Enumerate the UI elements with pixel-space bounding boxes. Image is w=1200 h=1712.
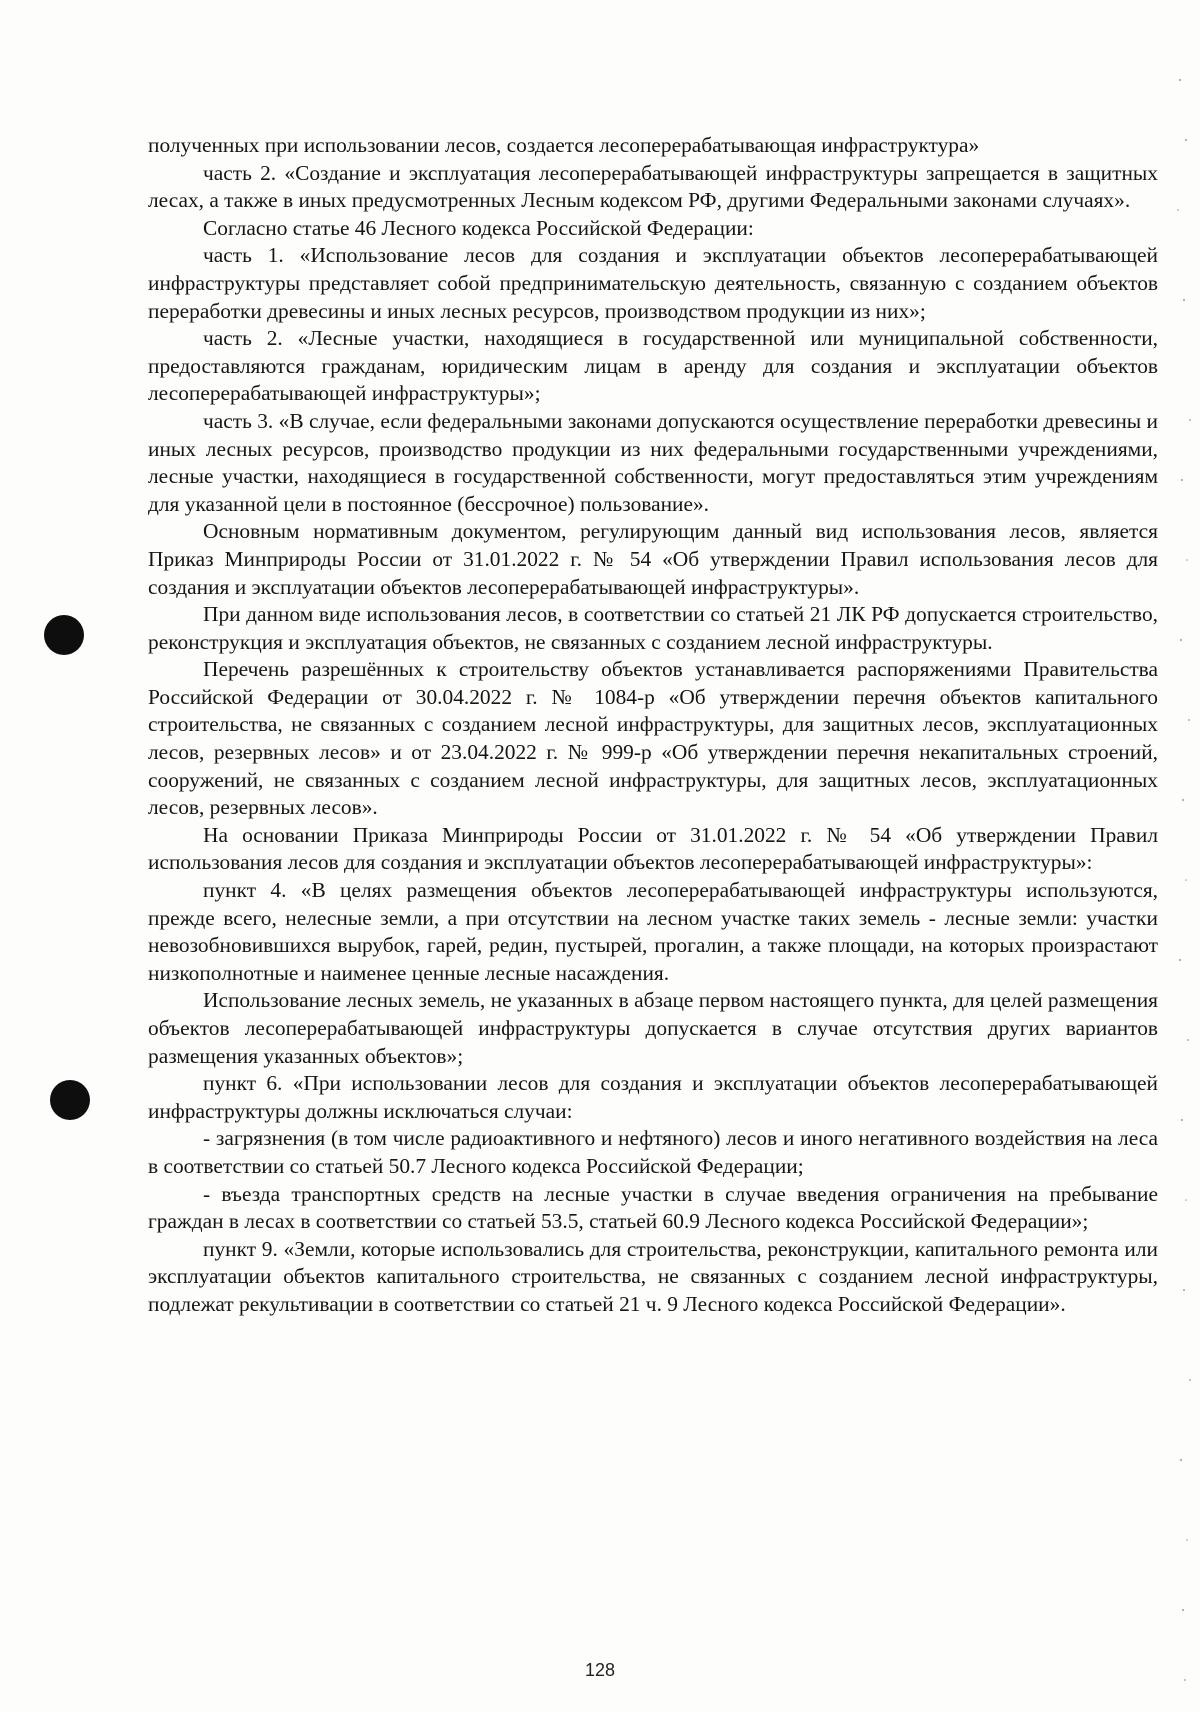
paragraph: полученных при использовании лесов, создается лесоперерабатывающая инфраструктура» [148,133,980,157]
page-number: 128 [584,1660,616,1680]
paragraph: Перечень разрешённых к строительству объектов устанавливается распоряжениями Правительства Российской Федерации от 30.04.2022 г. № 1084-р «Об утверждении перечня объектов капитального строительства, не связанных с созданием лесной инфраструктуры, для защитных лесов, эксплуатационных лесов, резервных лесов» и от 23.04.2022 г. № 999-р «Об утверждении перечня некапитальных строений, сооружений, не связанных с созданием лесной инфраструктуры, для защитных лесов, эксплуатационных лесов, резервных лесов». [148,657,1158,820]
paragraph: Согласно статье 46 Лесного кодекса Российской Федерации: [203,215,754,240]
punch-hole [50,1080,90,1120]
paragraph: При данном виде использования лесов, в соответствии со статьей 21 ЛК РФ допускается строительство, реконструкция и эксплуатация объектов, не связанных с созданием лесной инфраструктуры. [148,602,1158,654]
paragraph: На основании Приказа Минприроды России от 31.01.2022 г. № 54 «Об утверждении Правил использования лесов для создания и эксплуатации объектов лесоперерабатывающей инфраструктуры»: [148,822,1158,875]
paragraph: пункт 4. «В целях размещения объектов лесоперерабатывающей инфраструктуры используются, прежде всего, нелесные земли, а при отсутствии на лесном участке таких земель - лесные земли: участки невозобновившихся вырубок, гарей, редин, пустырей, прогалин, а также площади, на которых произрастают низкополнотные и наименее ценные лесные насаждения. [148,878,1158,985]
punch-hole [44,615,84,655]
paragraph: часть 2. «Создание и эксплуатация лесоперерабатывающей инфраструктуры запрещается в защитных лесах, а также в иных предусмотренных Лесным кодексом РФ, другими Федеральными законами случаях». [148,160,1158,213]
paragraph: Основным нормативным документом, регулирующим данный вид использования лесов, является Приказ Минприроды России от 31.01.2022 г. № 54 «Об утверждении Правил использования лесов для создания и эксплуатации объектов лесоперерабатывающей инфраструктуры». [148,519,1158,599]
paragraph: часть 3. «В случае, если федеральными законами допускаются осуществление переработки древесины и иных лесных ресурсов, производство продукции из них федеральными государственными учреждениями, лесные участки, находящиеся в государственной собственности, могут предоставляться этим учреждениям для указанной цели в постоянное (бессрочное) пользование». [148,408,1158,516]
paragraph: часть 1. «Использование лесов для создания и эксплуатации объектов лесоперерабатывающей инфраструктуры представляет собой предпринимательскую деятельность, связанную с созданием объектов переработки древесины и иных лесных ресурсов, производством продукции из них»; [148,243,1158,323]
paragraph: - въезда транспортных средств на лесные участки в случае введения ограничения на пребывание граждан в лесах в соответствии со статьей 53.5, статьей 60.9 Лесного кодекса Российской Федерации»; [148,1181,1158,1234]
paragraph: часть 2. «Лесные участки, находящиеся в государственной или муниципальной собственности, предоставляются гражданам, юридическим лицам в аренду для создания и эксплуатации объектов лесоперерабатывающей инфраструктуры»; [148,326,1158,406]
paragraph: - загрязнения (в том числе радиоактивного и нефтяного) лесов и иного негативного воздействия на леса в соответствии со статьей 50.7 Лесного кодекса Российской Федерации; [148,1126,1158,1178]
paragraph: пункт 9. «Земли, которые использовались для строительства, реконструкции, капитального ремонта или эксплуатации объектов капитального строительства, не связанных с созданием лесной инфраструктуры, подлежат рекультивации в соответствии со статьей 21 ч. 9 Лесного кодекса Российской Федерации». [148,1236,1158,1316]
paragraph: пункт 6. «При использовании лесов для создания и эксплуатации объектов лесоперерабатывающей инфраструктуры должны исключаться случаи: [148,1071,1158,1123]
document-body [148,132,1158,1319]
paragraph: Использование лесных земель, не указанных в абзаце первом настоящего пункта, для целей размещения объектов лесоперерабатывающей инфраструктуры допускается в случае отсутствия других вариантов размещения указанных объектов»; [148,988,1158,1068]
